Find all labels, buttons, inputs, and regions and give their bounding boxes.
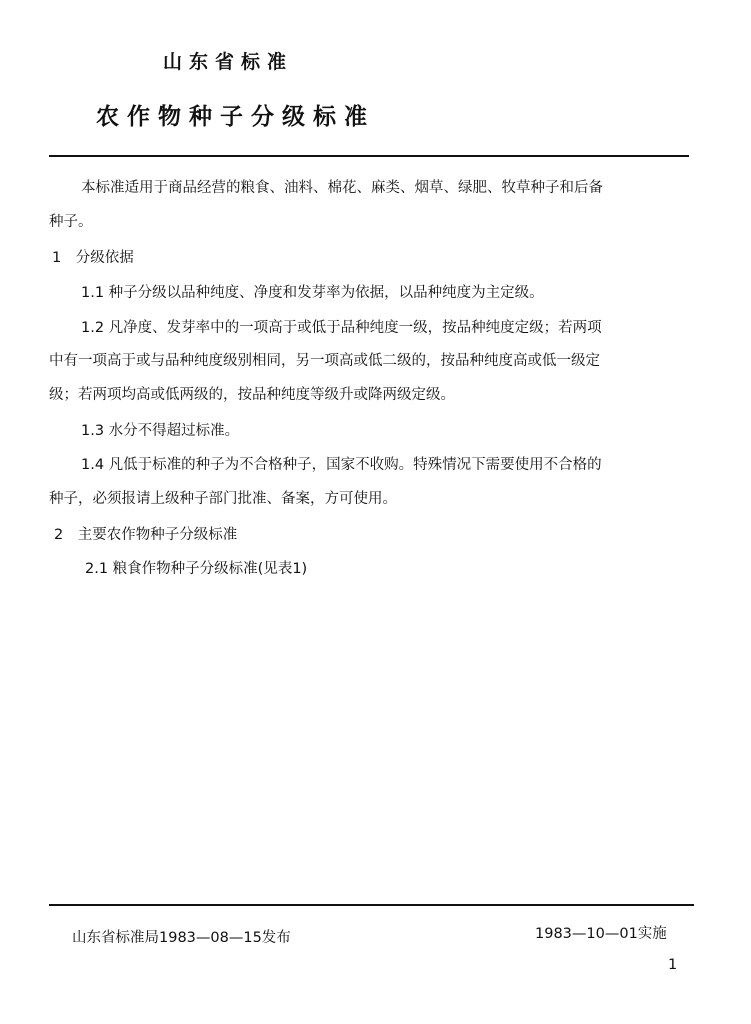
top-divider [49,155,689,157]
intro-line-2: 种子。 [49,214,93,230]
clause-1-2-line-1: 1.2 凡净度、发芽率中的一项高于或低于品种纯度一级，按品种纯度定级；若两项 [81,320,602,336]
intro-line-1: 本标准适用于商品经营的粮食、油料、棉花、麻类、烟草、绿肥、牧草种子和后备 [81,180,603,196]
clause-1-2-line-3: 级；若两项均高或低两级的，按品种纯度等级升或降两级定级。 [49,387,455,403]
issue-statement: 山东省标准局1983—08—15发布 [72,930,291,946]
clause-1-4-line-1: 1.4 凡低于标准的种子为不合格种子，国家不收购。特殊情况下需要使用不合格的 [81,457,602,473]
page-number: 1 [668,957,678,973]
organization-heading: 山东省标准 [163,51,294,73]
clause-1-1: 1.1 种子分级以品种纯度、净度和发芽率为依据，以品种纯度为主定级。 [81,285,544,301]
section-1-heading: 1 分级依据 [52,250,134,266]
document-title: 农作物种子分级标准 [96,104,375,130]
clause-1-2-line-2: 中有一项高于或与品种纯度级别相同，另一项高或低二级的，按品种纯度高或低一级定 [49,353,600,369]
clause-1-4-line-2: 种子，必须报请上级种子部门批准、备案，方可使用。 [49,491,397,507]
clause-1-3: 1.3 水分不得超过标准。 [81,423,240,439]
clause-2-1: 2.1 粮食作物种子分级标准(见表1) [85,561,308,577]
bottom-divider [49,904,694,906]
section-2-heading: 2 主要农作物种子分级标准 [54,527,238,543]
effective-date: 1983—10—01实施 [535,926,667,942]
